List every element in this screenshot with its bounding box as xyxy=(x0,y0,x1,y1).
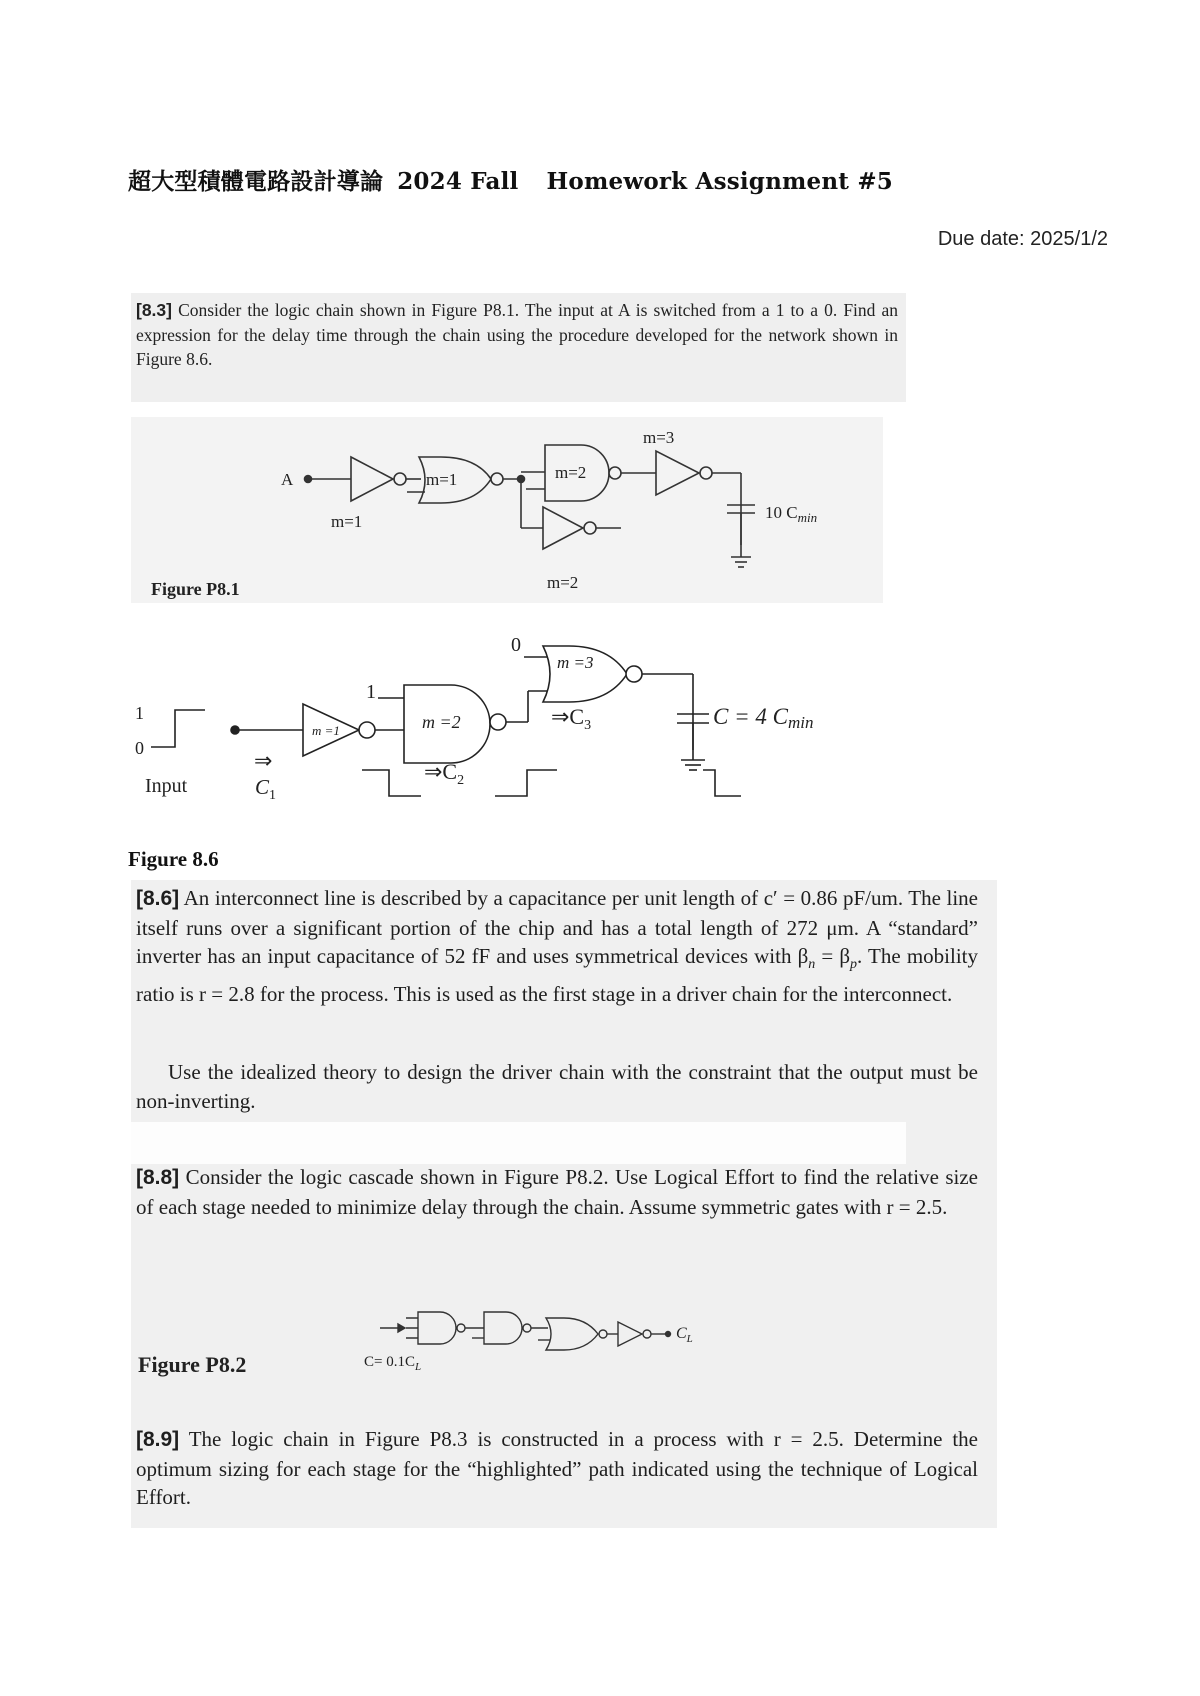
page-title xyxy=(128,163,893,196)
term: 2024 Fall xyxy=(397,168,519,195)
problem-number: [8.6] xyxy=(136,887,180,910)
nand-size-label: m =2 xyxy=(422,712,461,732)
figure-caption: Figure P8.1 xyxy=(151,579,240,599)
figure-8-6 xyxy=(131,622,921,822)
problem-number: [8.9] xyxy=(136,1428,180,1451)
problem-text-cont: . The mobility ratio is r = 2.8 for the process. This is used as the first stage in a driver chain for the interconnect. xyxy=(136,944,978,1006)
problem-text: An interconnect line is described by a capacitance per unit length of c′ = 0.86 pF/um. The line itself runs over a significant portion of the chip and has a total length of 272 μm. A “standard” inverter has an input capacitance of 52 fF and uses symmetrical devices with β xyxy=(136,886,978,968)
load-cap-label: 10 $C_{min}$ xyxy=(765,503,818,525)
branch-inverter-size-label: m=2 xyxy=(547,573,579,592)
load-label: $C_L$ xyxy=(676,1325,693,1345)
problem-8-6-part-2: Use the idealized theory to design the driver chain with the constraint that the output must be non-inverting. xyxy=(136,1060,978,1113)
high-level-label: 1 xyxy=(135,703,144,723)
input-cap-label: $C= 0.1C_L$ xyxy=(364,1354,422,1373)
problem-8-3 xyxy=(131,293,906,402)
inverter-size-label: m =1 xyxy=(312,723,340,738)
input-label: A xyxy=(281,470,294,489)
problem-number: [8.8] xyxy=(136,1166,180,1189)
beta-p-sub: p xyxy=(850,957,858,973)
c3-label: $\Rightarrow C_3$ xyxy=(551,704,592,733)
problem-8-9 xyxy=(136,1425,978,1512)
input-node xyxy=(305,476,312,483)
due-date: Due date: 2025/1/2 xyxy=(937,228,1108,250)
figure-p8-1 xyxy=(131,417,883,603)
figure-p8-2 xyxy=(360,1296,780,1376)
inverter-size-label: m=1 xyxy=(331,512,363,531)
problem-number: [8.3] xyxy=(136,300,172,320)
figure-p8-2-caption: Figure P8.2 xyxy=(138,1352,247,1377)
c1-arrow: ⇒ xyxy=(254,748,273,773)
nor-size-label: m =3 xyxy=(557,653,594,672)
assignment-title: Homework Assignment #5 xyxy=(546,168,894,195)
problem-8-8 xyxy=(136,1163,978,1221)
scan-gap xyxy=(131,1122,906,1164)
course-name: 超大型積體電路設計導論 xyxy=(128,168,384,195)
or-gate-size-label: m=1 xyxy=(426,470,458,489)
c1-label: $C_1$ xyxy=(255,775,277,803)
beta-n-sub: n xyxy=(808,957,816,973)
output-inverter-size-label: m=3 xyxy=(643,428,675,447)
problem-8-6 xyxy=(136,884,978,1008)
figure-8-6-caption: Figure 8.6 xyxy=(128,847,219,871)
problem-text: The logic chain in Figure P8.3 is constructed in a process with r = 2.5. Determine the optimum sizing for each stage for the “highlighted” path indicated using the technique of Logical Effort. xyxy=(136,1427,978,1509)
problem-text: Consider the logic cascade shown in Figure P8.2. Use Logical Effort to find the relative size of each stage needed to minimize delay through the chain. Assume symmetric gates with r = 2.5. xyxy=(136,1165,978,1219)
problem-text: Consider the logic chain shown in Figure P8.1. The input at A is switched from a 1 to a 0. Find an expression for the delay time through the chain using the procedure developed for the network shown in Figure 8.6. xyxy=(136,300,899,369)
nor-input-level: 0 xyxy=(511,634,521,656)
nand-size-label: m=2 xyxy=(555,463,587,482)
low-level-label: 0 xyxy=(135,738,144,758)
beta-eq: = β xyxy=(815,944,851,968)
input-label: Input xyxy=(145,775,188,797)
c2-label: $\Rightarrow C_2$ xyxy=(424,759,465,788)
nand-input-level: 1 xyxy=(366,681,376,703)
load-cap-label: C = 4 Cmin xyxy=(713,704,814,732)
